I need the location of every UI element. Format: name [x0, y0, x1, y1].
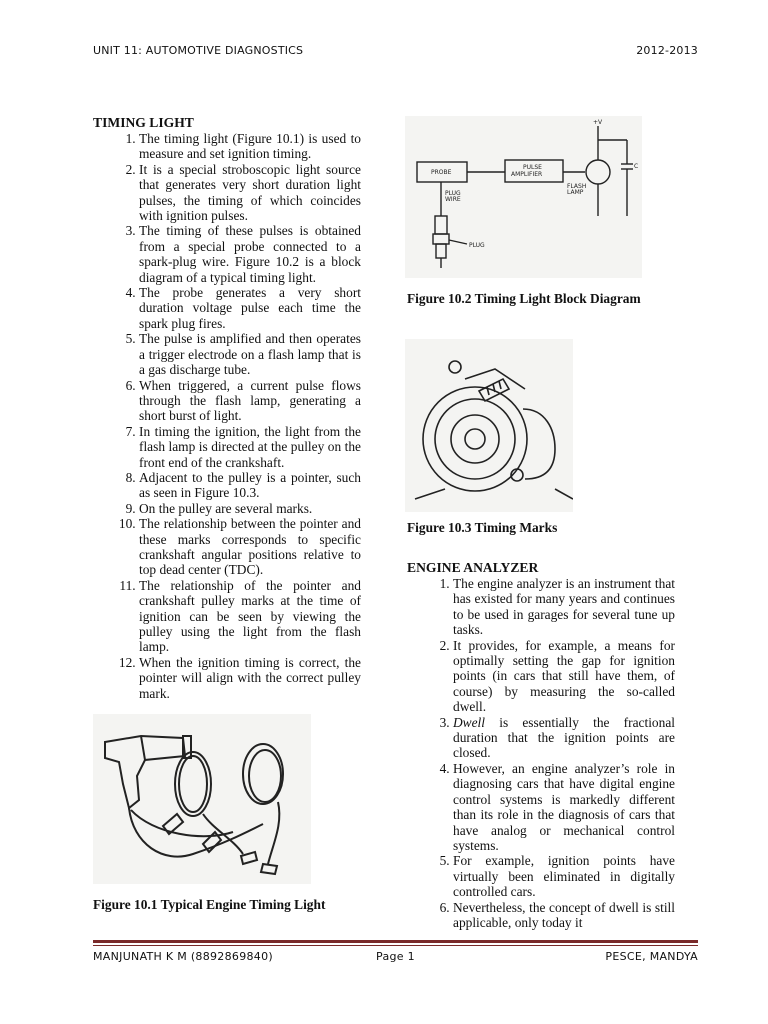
list-item: 12. When the ignition timing is correct, the pointer will align with the correct pulley mark. — [139, 655, 361, 701]
timing-light-list — [93, 131, 361, 701]
list-item: 4. The probe generates a very short duration voltage pulse each time the spark plug fires. — [139, 285, 361, 331]
footer-rule-thick — [93, 940, 698, 943]
list-item: 5. The pulse is amplified and then operates a trigger electrode on a flash lamp that is a gas discharge tube. — [139, 331, 361, 377]
diagram-label-probe: PROBE — [431, 169, 452, 176]
engine-analyzer-list — [407, 576, 675, 930]
list-item: 7. In timing the ignition, the light from the flash lamp is directed at the pulley on the front end of the crankshaft. — [139, 424, 361, 470]
figure-10-2-block-diagram — [405, 116, 642, 278]
timing-light-section — [93, 115, 361, 701]
diagram-label-plug-wire-2: WIRE — [445, 196, 461, 203]
dwell-definition: is essentially the fractional duration that the ignition points are closed. — [453, 714, 675, 761]
figure-10-3-caption: Figure 10.3 Timing Marks — [407, 520, 558, 535]
diagram-label-flash: FLASH — [567, 183, 587, 190]
footer-institution: PESCE, MANDYA — [605, 950, 698, 963]
block-diagram-svg — [405, 116, 642, 278]
header-unit-title: UNIT 11: AUTOMOTIVE DIAGNOSTICS — [93, 44, 304, 57]
diagram-label-cap: C — [634, 163, 639, 170]
engine-analyzer-section — [407, 560, 675, 930]
list-item: 2. It is a special stroboscopic light source that generates very short duration light pulses, the timing of which coincides with ignition pulses. — [139, 162, 361, 224]
diagram-label-amplifier: AMPLIFIER — [511, 171, 543, 178]
list-item: 1. The engine analyzer is an instrument that has existed for many years and continues to be used in garages for several tune up tasks. — [453, 576, 675, 638]
diagram-label-plug: PLUG — [469, 242, 485, 249]
list-item: 6. Nevertheless, the concept of dwell is still applicable, only today it — [453, 900, 675, 931]
diagram-label-lamp: LAMP — [567, 189, 584, 196]
figure-10-3-timing-marks-image — [405, 339, 573, 512]
header-year: 2012-2013 — [636, 44, 698, 57]
list-item: 11. The relationship of the pointer and crankshaft pulley marks at the time of ignition can be seen by viewing the pulley using the light from the flash lamp. — [139, 578, 361, 655]
diagram-label-vplus: +V — [593, 119, 603, 126]
figure-10-2-caption: Figure 10.2 Timing Light Block Diagram — [407, 291, 641, 306]
pulley-icon — [405, 339, 573, 512]
figure-10-1-timing-light-image — [93, 714, 311, 884]
footer-rule-thin — [93, 945, 698, 946]
timing-light-gun-icon — [93, 714, 311, 884]
dwell-term: Dwell — [453, 714, 485, 730]
diagram-label-plug-wire-1: PLUG — [445, 190, 461, 197]
list-item: 6. When triggered, a current pulse flows through the flash lamp, generating a short burst of light. — [139, 378, 361, 424]
list-item: 4. However, an engine analyzer’s role in diagnosing cars that have digital engine control systems is markedly different than its role in the diagnosis of cars that have analog or mechanical control systems. — [453, 761, 675, 853]
figure-10-1-caption: Figure 10.1 Typical Engine Timing Light — [93, 897, 326, 912]
list-item: 1. The timing light (Figure 10.1) is used to measure and set ignition timing. — [139, 131, 361, 162]
list-item: 10. The relationship between the pointer and these marks corresponds to specific crankshaft angular positions relative to top dead center (TDC). — [139, 516, 361, 578]
timing-light-heading: TIMING LIGHT — [93, 115, 194, 130]
list-item: 5. For example, ignition points have virtually been eliminated in digitally controlled cars. — [453, 853, 675, 899]
list-item: 9. On the pulley are several marks. — [139, 501, 361, 516]
list-item: 8. Adjacent to the pulley is a pointer, such as seen in Figure 10.3. — [139, 470, 361, 501]
diagram-label-pulse: PULSE — [523, 164, 542, 171]
list-item: 3. The timing of these pulses is obtained from a special probe connected to a spark-plug wire. Figure 10.2 is a block diagram of a typical timing light. — [139, 223, 361, 285]
list-item — [453, 715, 675, 761]
footer-author: MANJUNATH K M (8892869840) — [93, 950, 273, 963]
footer-page-number: Page 1 — [376, 950, 415, 963]
engine-analyzer-heading: ENGINE ANALYZER — [407, 560, 539, 575]
list-item: 2. It provides, for example, a means for optimally setting the gap for ignition points (in cars that still have them, of course) by measuring the so-called dwell. — [453, 638, 675, 715]
